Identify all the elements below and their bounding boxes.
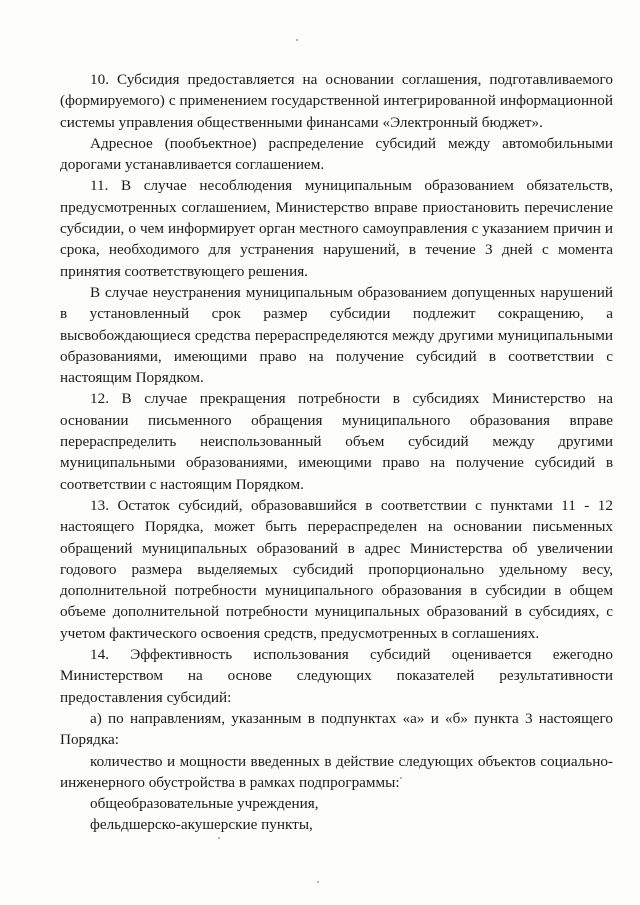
scan-speck xyxy=(317,881,319,883)
scan-speck xyxy=(296,39,298,41)
list-item-schools: общеобразовательные учреждения, xyxy=(90,795,319,813)
document-body xyxy=(60,69,613,836)
scan-speck xyxy=(400,777,402,779)
paragraph-13-remaining-subsidies: 13. Остаток субсидий, образовавшийся в соответствии с пунктами 11 - 12 настоящего Порядка, может быть перераспределен на основании письменных обращений муниципальных образований в адрес Министерства об увеличении годового размера выделяемых субсидий пропорционально удельному весу, дополнительной потребности муниципального образования в субсидии в общем объеме дополнительной потребности муниципальных образований в субсидиях, с учетом фактического освоения средств, предусмотренных в соглашениях. xyxy=(60,496,613,642)
paragraph-11-non-compliance: 11. В случае несоблюдения муниципальным образованием обязательств, предусмотренных соглашением, Министерство вправе приостановить перечисление субсидии, о чем информирует орган местного самоуправления с указанием причин и срока, необходимого для устранения нарушений, в течение 3 дней с момента принятия соответствующего решения. xyxy=(60,177,613,280)
list-item-a: а) по направлениям, указанным в подпунктах «а» и «б» пункта 3 настоящего Порядка: xyxy=(60,709,613,749)
scan-speck xyxy=(218,837,220,839)
paragraph-14-efficiency: 14. Эффективность использования субсидий оценивается ежегодно Министерством на основе следующих показателей результативности предоставления субсидий: xyxy=(60,646,613,706)
paragraph-10-subsidy-agreement: 10. Субсидия предоставляется на основании соглашения, подготавливаемого (формируемого) с применением государственной интегрированной информационной системы управления общественными финансами «Электронный бюджет». xyxy=(60,71,613,131)
paragraph-address-distribution: Адресное (пообъектное) распределение субсидий между автомобильными дорогами устанавливается соглашением. xyxy=(60,134,613,174)
paragraph-12-redistribution: 12. В случае прекращения потребности в субсидиях Министерство на основании письменного обращения муниципального образования вправе перераспределить неиспользованный объем субсидий между другими муниципальными образованиями, имеющими право на получение субсидий в соответствии с настоящим Порядком. xyxy=(60,390,613,493)
paragraph-non-elimination: В случае неустранения муниципальным образованием допущенных нарушений в установленный срок размер субсидии подлежит сокращению, а высвобождающиеся средства перераспределяются между другими муниципальными образованиями, имеющими право на получение субсидий в соответствии с настоящим Порядком. xyxy=(60,283,613,387)
paragraph-quantity-capacity: количество и мощности введенных в действие следующих объектов социально-инженерного обустройства в рамках подпрограммы: xyxy=(60,752,613,791)
list-item-medical-points: фельдшерско-акушерские пункты, xyxy=(90,816,313,834)
